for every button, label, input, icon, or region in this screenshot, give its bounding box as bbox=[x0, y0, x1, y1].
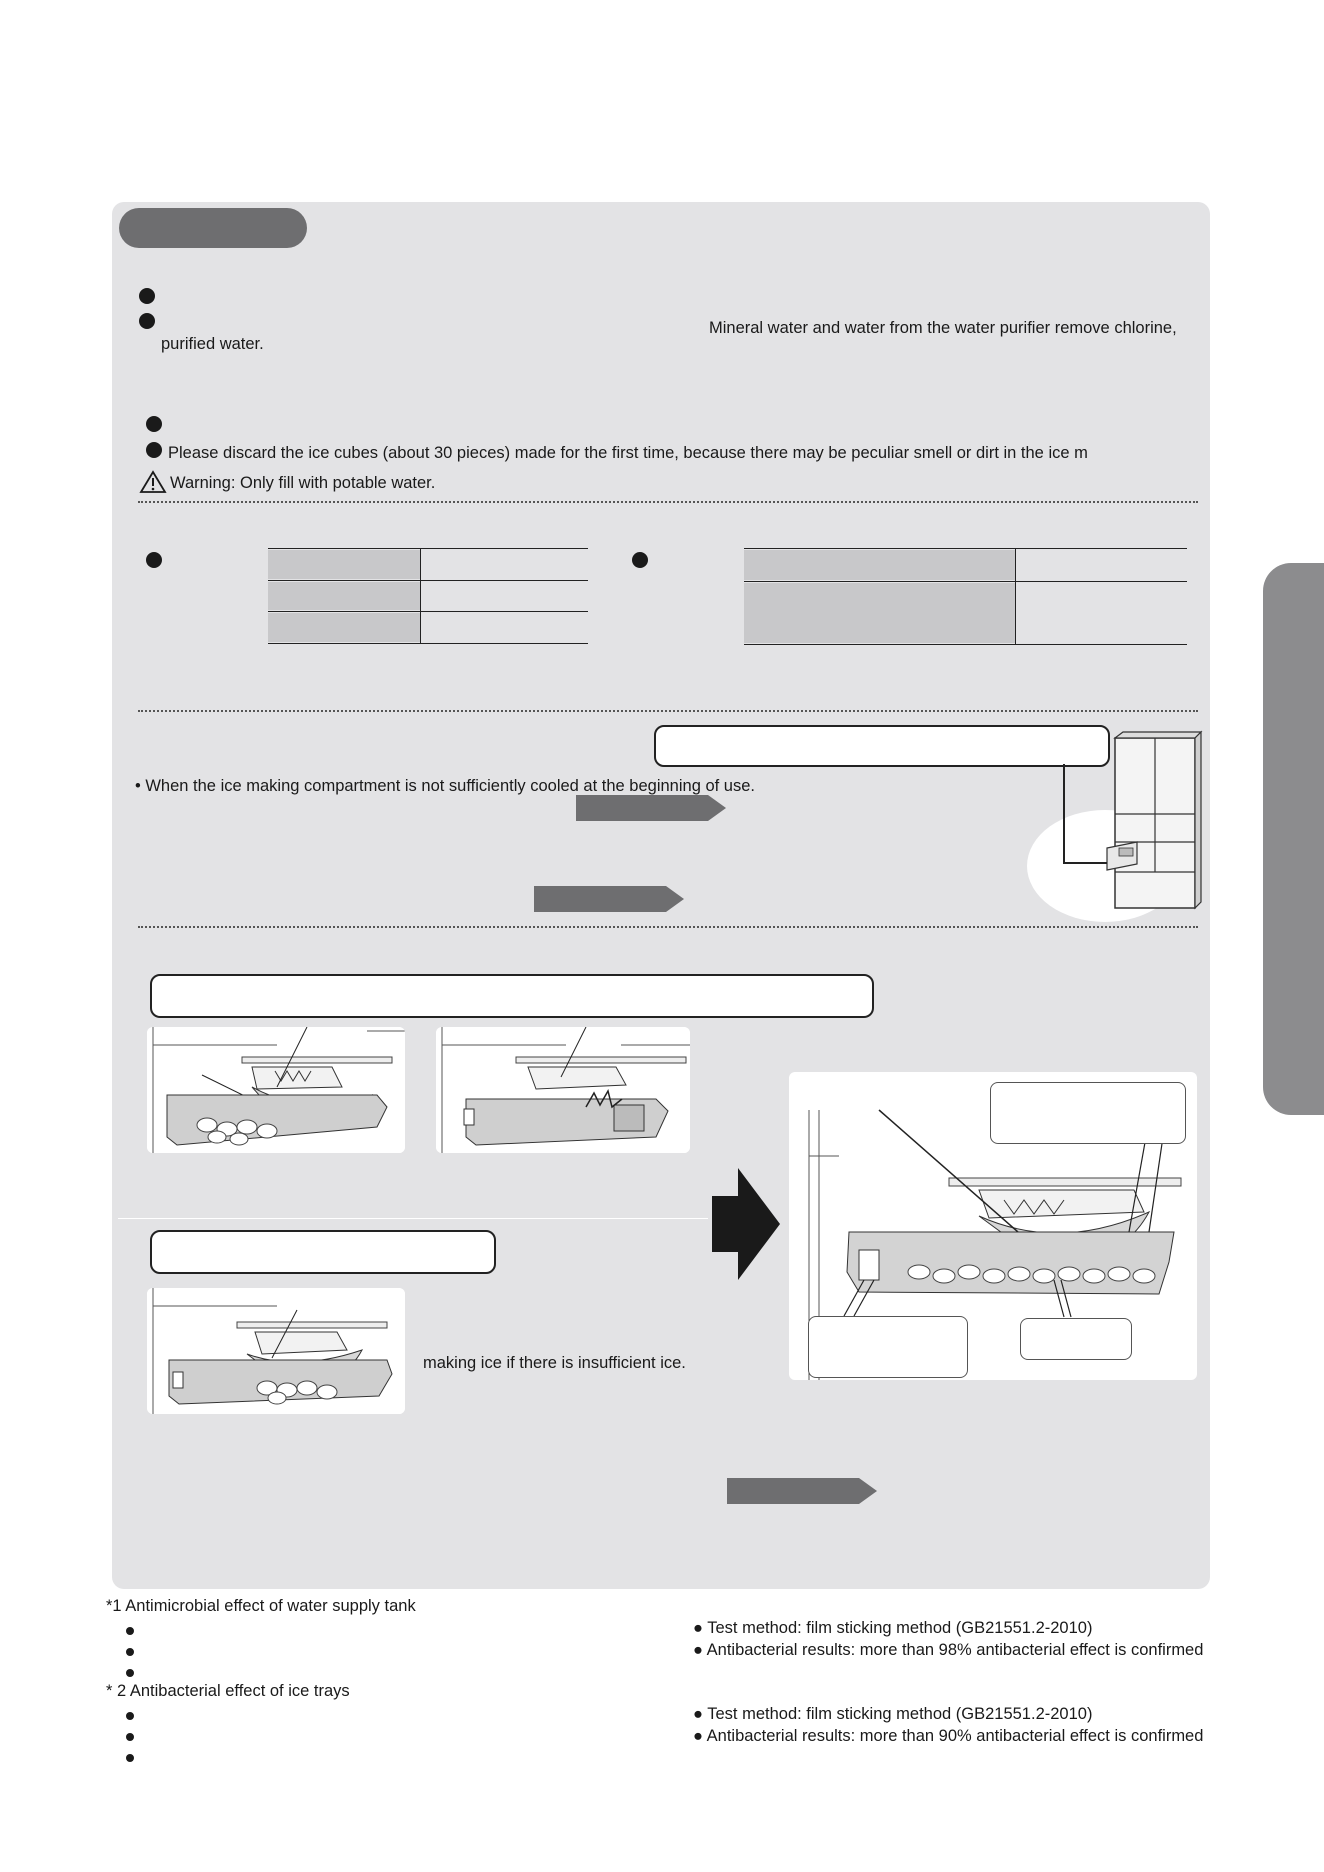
dotted-separator bbox=[138, 710, 1198, 712]
arrow-tag bbox=[576, 795, 726, 821]
label-box bbox=[808, 1316, 968, 1378]
dotted-separator bbox=[138, 926, 1198, 928]
footnote-2-title: * 2 Antibacterial effect of ice trays bbox=[106, 1682, 350, 1700]
footnote-1-title: *1 Antimicrobial effect of water supply tank bbox=[106, 1597, 416, 1615]
right-table bbox=[744, 548, 1187, 645]
label-box bbox=[990, 1082, 1186, 1144]
side-index-tab bbox=[1263, 563, 1324, 1115]
bullet-dot-icon bbox=[139, 313, 155, 329]
bullet-dot-icon bbox=[146, 552, 162, 568]
warning-text: Warning: Only fill with potable water. bbox=[170, 474, 436, 492]
footnote-2-method: ● Test method: film sticking method (GB21551.2-2010) bbox=[693, 1705, 1093, 1723]
arrow-tag bbox=[727, 1478, 877, 1504]
dotted-separator bbox=[138, 501, 1198, 503]
bullet-dot-icon bbox=[126, 1669, 134, 1677]
bullet-dot-icon bbox=[126, 1627, 134, 1635]
footnote-2-result: ● Antibacterial results: more than 90% antibacterial effect is confirmed bbox=[693, 1727, 1204, 1745]
ice-lever-figure-3 bbox=[147, 1288, 405, 1414]
insufficient-ice-heading-box bbox=[150, 1230, 496, 1274]
cooling-note: • When the ice making compartment is not sufficiently cooled at the beginning of use. bbox=[135, 777, 755, 795]
label-box bbox=[1020, 1318, 1132, 1360]
bullet-dot-icon bbox=[126, 1754, 134, 1762]
bullet-dot-icon bbox=[146, 442, 162, 458]
ice-lever-figure-1 bbox=[147, 1027, 405, 1153]
refrigerator-illustration bbox=[1015, 730, 1205, 925]
ice-lever-figure-2 bbox=[436, 1027, 690, 1153]
bullet-dot-icon bbox=[126, 1733, 134, 1741]
bullet-dot-icon bbox=[632, 552, 648, 568]
instruction-text-cont: purified water. bbox=[161, 335, 264, 353]
instruction-text-right: Mineral water and water from the water purifier remove chlorine, bbox=[709, 319, 1177, 337]
arrow-right-icon bbox=[712, 1168, 780, 1280]
insufficient-ice-note: making ice if there is insufficient ice. bbox=[423, 1354, 686, 1372]
divider-line bbox=[118, 1218, 708, 1219]
warning-triangle-icon bbox=[139, 470, 167, 494]
bullet-dot-icon bbox=[139, 288, 155, 304]
arrow-tag bbox=[534, 886, 684, 912]
bullet-dot-icon bbox=[126, 1712, 134, 1720]
left-table bbox=[268, 548, 588, 644]
bullet-dot-icon bbox=[146, 416, 162, 432]
footnote-1-method: ● Test method: film sticking method (GB21551.2-2010) bbox=[693, 1619, 1093, 1637]
footnote-1-result: ● Antibacterial results: more than 98% antibacterial effect is confirmed bbox=[693, 1641, 1204, 1659]
section-header-pill bbox=[119, 208, 307, 248]
ice-full-heading-box bbox=[150, 974, 874, 1018]
bullet-dot-icon bbox=[126, 1648, 134, 1656]
discard-instruction: Please discard the ice cubes (about 30 pieces) made for the first time, because there may be peculiar smell or dirt in the ice m bbox=[168, 444, 1088, 462]
